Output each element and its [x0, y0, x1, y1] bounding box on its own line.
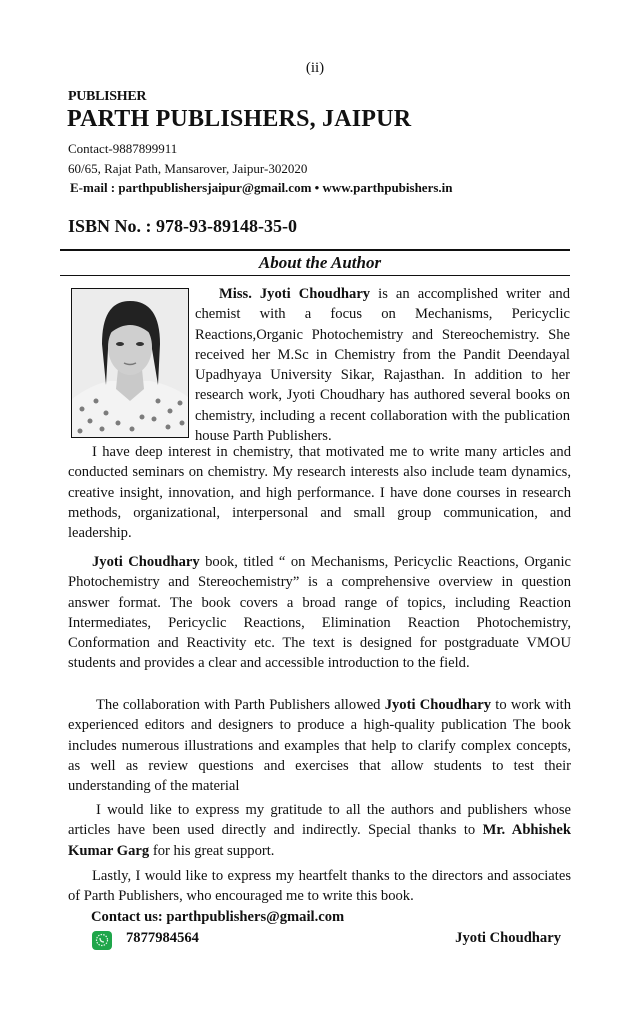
page-number: (ii): [305, 60, 325, 76]
phone-number: 7877984564: [126, 930, 199, 946]
intro-text: is an accomplished writer and chemist with a focus on Mechanisms, Pericyclic Reactions,Organic Photochemistry and Stereochemistry. She received her M.Sc in Chemistry from the Pandit Deendayal Upadhyaya University Sikar, Rajasthan. In addition to her research work, Jyoti Choudhary has authored several books on chemistry, including a recent collaboration with the publication house Parth Publishers.: [195, 286, 571, 445]
paragraph-gratitude: [68, 800, 571, 861]
phone-row: [91, 929, 571, 951]
publisher-email-website: E-mail : parthpublishersjaipur@gmail.com • www.parthpubishers.in: [70, 180, 453, 195]
publisher-address: 60/65, Rajat Path, Mansarover, Jaipur-302020: [68, 161, 308, 176]
book-description-text: book, titled “ on Mechanisms, Pericyclic Reactions, Organic Photochemistry and Stereochemistry” is a comprehensive overview in question answer format. The book covers a broad range of topics, including Reaction Intermediates, Pericyclic Reactions, Elimination Reaction Photochemistry, Conformation and Reactivity etc. The text is designed for postgraduate VMOU students and provides a clear and accessible introduction to the field.: [68, 554, 571, 672]
paragraph-interests: I have deep interest in chemistry, that motivated me to write many articles and conducted seminars on chemistry. My research interests also include team dynamics, creative insight, innovation, and high performance. I have done courses in research methods, organizational, interpersonal and small group communication, and leadership.: [68, 444, 571, 542]
contact-us-email: Contact us: parthpublishers@gmail.com: [91, 909, 345, 925]
gratitude-text-a: I would like to express my gratitude to all the authors and publishers whose articles have been used directly and indirectly. Special thanks to: [68, 802, 571, 839]
collaboration-text-b: to work with experienced editors and designers to produce a high-quality publication The book includes numerous illustrations and examples that help to clarify complex concepts, as well as review questions and exercises that allow students to test their understanding of the material: [68, 697, 571, 795]
portrait-image: [72, 289, 188, 437]
author-name-bold: Jyoti Choudhary: [384, 697, 492, 713]
thanks-name-bold: Mr. Abhishek Kumar Garg: [68, 822, 571, 859]
publisher-name: PARTH PUBLISHERS, JAIPUR: [67, 106, 412, 132]
collaboration-text-a: The collaboration with Parth Publishers allowed: [96, 697, 385, 713]
publisher-contact: Contact-9887899911: [68, 141, 178, 156]
author-photo: [71, 288, 189, 438]
author-name-bold: Jyoti Choudhary: [92, 554, 200, 570]
author-name: Miss. Jyoti Choudhary: [219, 286, 371, 302]
section-title: About the Author: [258, 253, 382, 272]
author-signature: Jyoti Choudhary: [455, 930, 561, 946]
publisher-label: PUBLISHER: [68, 89, 147, 104]
whatsapp-icon: [92, 931, 112, 950]
isbn: ISBN No. : 978-93-89148-35-0: [68, 216, 297, 236]
paragraph-collaboration: [68, 695, 571, 796]
paragraph-closing-thanks: Lastly, I would like to express my heartfelt thanks to the directors and associates of Parth Publishers, who encouraged me to write this book.: [68, 868, 571, 905]
divider-top: [60, 249, 570, 251]
divider-bottom: [60, 275, 570, 276]
gratitude-text-b: for his great support.: [149, 842, 275, 859]
author-intro-paragraph: [195, 284, 570, 446]
paragraph-book-description: [68, 552, 571, 674]
